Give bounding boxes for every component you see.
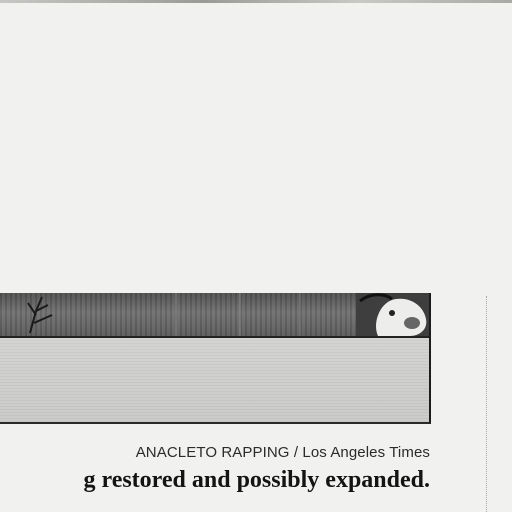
publication-name: Los Angeles Times — [302, 444, 430, 461]
credit-separator: / — [289, 444, 303, 461]
mural-figure-eye — [389, 310, 395, 316]
photo-credit-line — [136, 444, 430, 461]
photographer-name: ANACLETO RAPPING — [135, 444, 290, 461]
page-top-edge — [0, 0, 512, 3]
photo-details — [0, 293, 431, 424]
photo-caption: g restored and possibly expanded. — [83, 467, 430, 493]
tree-branch-shape — [28, 297, 52, 333]
column-divider — [486, 296, 487, 512]
newspaper-photo — [0, 293, 431, 424]
mural-figure-mouth — [404, 317, 420, 329]
